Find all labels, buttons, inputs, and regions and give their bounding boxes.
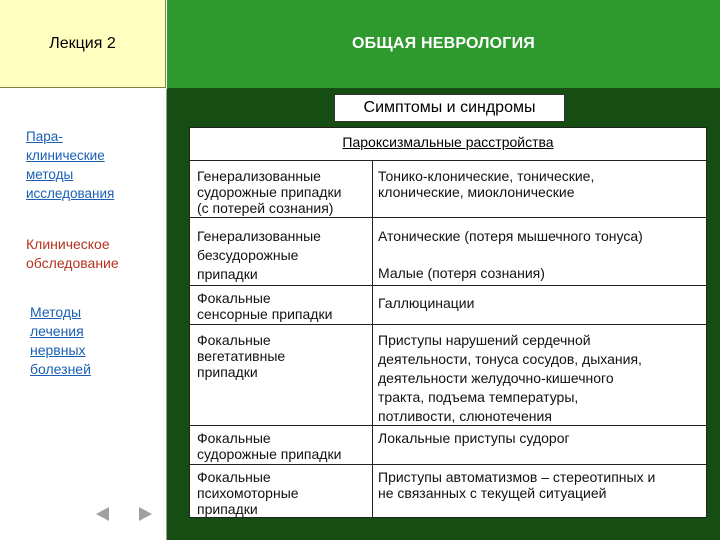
table-cell-syndrome: Фокальные сенсорные припадки	[197, 290, 333, 322]
table-cell-description: Локальные приступы судорог	[378, 430, 570, 446]
table-cell-description: Атонические (потеря мышечного тонуса)	[378, 228, 643, 244]
sidebar-link-paraclinical-methods[interactable]: Пара- клинические методы исследования	[26, 129, 115, 201]
table-cell-description: Тонико-клонические, тонические, клонические, миоклонические	[378, 168, 595, 200]
table-cell-description: Приступы нарушений сердечной деятельности, тонуса сосудов, дыхания, деятельности желудочно-кишечного тракта, подъема температуры, потливости, слюнотечения	[378, 332, 642, 424]
table-cell-syndrome: Генерализованные судорожные припадки (с потерей сознания)	[197, 168, 342, 216]
table-row	[190, 464, 706, 517]
table-header: Пароксизмальные расстройства	[342, 134, 554, 150]
sidebar-link-treatment-methods[interactable]: Методы лечения нервных болезней	[30, 304, 91, 377]
table-cell-description: Приступы автоматизмов – стереотипных и не связанных с текущей ситуацией	[378, 469, 656, 501]
table-row	[190, 160, 706, 217]
triangle-left-icon[interactable]	[96, 507, 109, 521]
table-cell-description: Галлюцинации	[378, 295, 475, 311]
table-row	[190, 217, 706, 285]
paroxysmal-disorders-table	[189, 127, 707, 518]
table-cell-syndrome: Фокальные психомоторные припадки	[197, 469, 299, 517]
section-title: Симптомы и синдромы	[334, 94, 565, 122]
table-row	[190, 425, 706, 464]
table-cell-syndrome: Фокальные вегетативные припадки	[197, 332, 286, 380]
sidebar-link-clinical-exam[interactable]: Клиническое обследование	[26, 236, 119, 271]
table-row	[190, 324, 706, 425]
lecture-label: Лекция 2	[0, 0, 166, 88]
page-title: ОБЩАЯ НЕВРОЛОГИЯ	[167, 0, 720, 88]
triangle-right-icon[interactable]	[139, 507, 152, 521]
table-cell-syndrome: Генерализованные безсудорожные припадки	[197, 228, 321, 282]
table-cell-description-secondary: Малые (потеря сознания)	[378, 265, 545, 281]
table-cell-syndrome: Фокальные судорожные припадки	[197, 430, 342, 462]
table-row	[190, 285, 706, 324]
